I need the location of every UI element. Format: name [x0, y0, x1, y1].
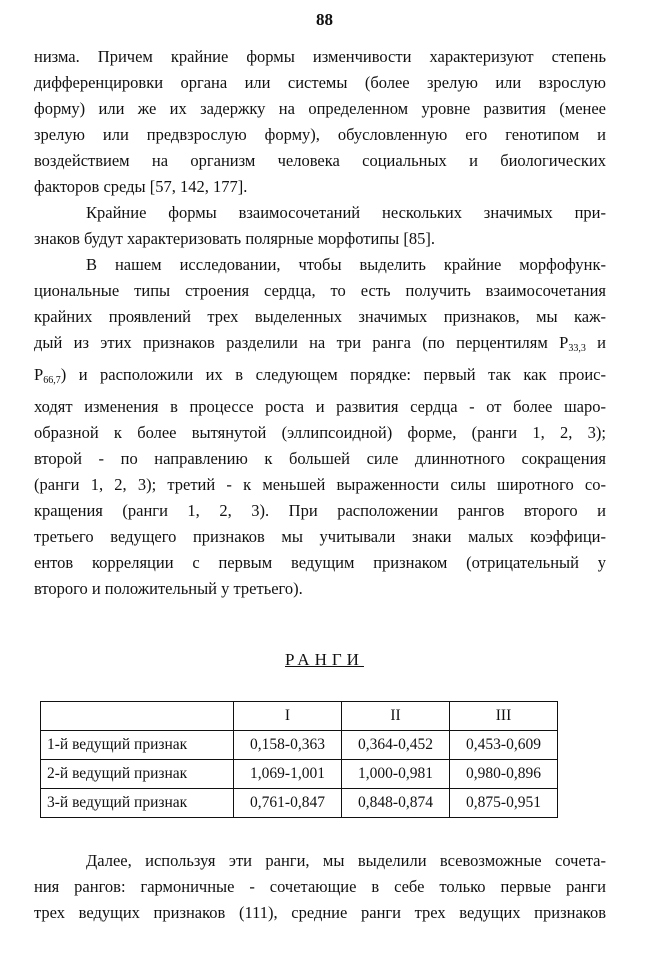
- table-header-cell: II: [342, 702, 450, 731]
- text-line: трех ведущих признаков (111), средние ранги трех ведущих признаков: [34, 903, 606, 922]
- table-cell: 0,158-0,363: [234, 731, 342, 760]
- text-fragment: ) и расположили их в следующем порядке: первый так как проис-: [60, 365, 606, 384]
- text-line: третьего ведущего признаков мы учитывали знаки малых коэффици-: [34, 527, 606, 546]
- text-line: [34, 330, 606, 362]
- text-line: ния рангов: гармоничные - сочетающие в себе только первые ранги: [34, 877, 606, 896]
- table-header-row: [41, 702, 558, 731]
- text-line: второго и положительный у третьего).: [34, 579, 303, 598]
- text-line: Крайние формы взаимосочетаний нескольких значимых при-: [86, 203, 606, 222]
- text-line: (ранги 1, 2, 3); третий - к меньшей выраженности силы широтного со-: [34, 475, 606, 494]
- text-line: ентов корреляции с первым ведущим признаком (отрицательный у: [34, 553, 606, 572]
- text-line: низма. Причем крайние формы изменчивости характеризуют степень: [34, 47, 606, 66]
- table-header-cell: [41, 702, 234, 731]
- text-line: [34, 362, 606, 394]
- table-cell: 1,069-1,001: [234, 760, 342, 789]
- main-text: [34, 44, 606, 602]
- table-cell: 1,000-0,981: [342, 760, 450, 789]
- table-cell: 0,875-0,951: [450, 789, 558, 818]
- table-row: [41, 789, 558, 818]
- text-line: воздействием на организм человека социальных и биологических: [34, 151, 606, 170]
- table-cell: 0,848-0,874: [342, 789, 450, 818]
- percentile-subscript: 66,7: [43, 375, 61, 386]
- text-line: кращения (ранги 1, 2, 3). При расположении рангов второго и: [34, 501, 606, 520]
- percentile-subscript: 33,3: [568, 343, 586, 354]
- text-fragment: P: [34, 365, 44, 384]
- text-line: факторов среды [57, 142, 177].: [34, 177, 248, 196]
- table-row: [41, 731, 558, 760]
- ranks-table: [40, 701, 558, 818]
- table-cell: 1-й ведущий признак: [41, 731, 234, 760]
- table-cell: 0,980-0,896: [450, 760, 558, 789]
- text-line: циональные типы строения сердца, то есть получить взаимосочетания: [34, 281, 606, 300]
- table-cell: 0,761-0,847: [234, 789, 342, 818]
- table-row: [41, 760, 558, 789]
- text-line: Далее, используя эти ранги, мы выделили всевозможные сочета-: [86, 851, 606, 870]
- text-line: крайних проявлений трех выделенных значимых признаков, мы каж-: [34, 307, 606, 326]
- text-fragment: дый из этих признаков разделили на три ранга (по перцентилям P: [34, 333, 569, 352]
- text-line: дифференцировки органа или системы (более зрелую или взрослую: [34, 73, 606, 92]
- table-cell: 3-й ведущий признак: [41, 789, 234, 818]
- text-line: зрелую или предвзрослую форму), обусловленную его генотипом и: [34, 125, 606, 144]
- text-fragment: и: [585, 333, 606, 352]
- text-line: В нашем исследовании, чтобы выделить крайние морфофунк-: [86, 255, 606, 274]
- table-cell: 0,364-0,452: [342, 731, 450, 760]
- following-text: [34, 848, 606, 926]
- text-line: ходят изменения в процессе роста и развития сердца - от более шаро-: [34, 397, 606, 416]
- text-line: форму) или же их задержку на определенном уровне развития (менее: [34, 99, 606, 118]
- text-line: образной к более вытянутой (эллипсоидной) форме, (ранги 1, 2, 3);: [34, 423, 606, 442]
- table-heading: РАНГИ: [285, 650, 364, 669]
- table-cell: 0,453-0,609: [450, 731, 558, 760]
- table-header-cell: III: [450, 702, 558, 731]
- table-header-cell: I: [234, 702, 342, 731]
- page-number: 88: [316, 10, 333, 29]
- table-cell: 2-й ведущий признак: [41, 760, 234, 789]
- text-line: второй - по направлению к большей силе длиннотного сокращения: [34, 449, 606, 468]
- text-line: знаков будут характеризовать полярные морфотипы [85].: [34, 229, 435, 248]
